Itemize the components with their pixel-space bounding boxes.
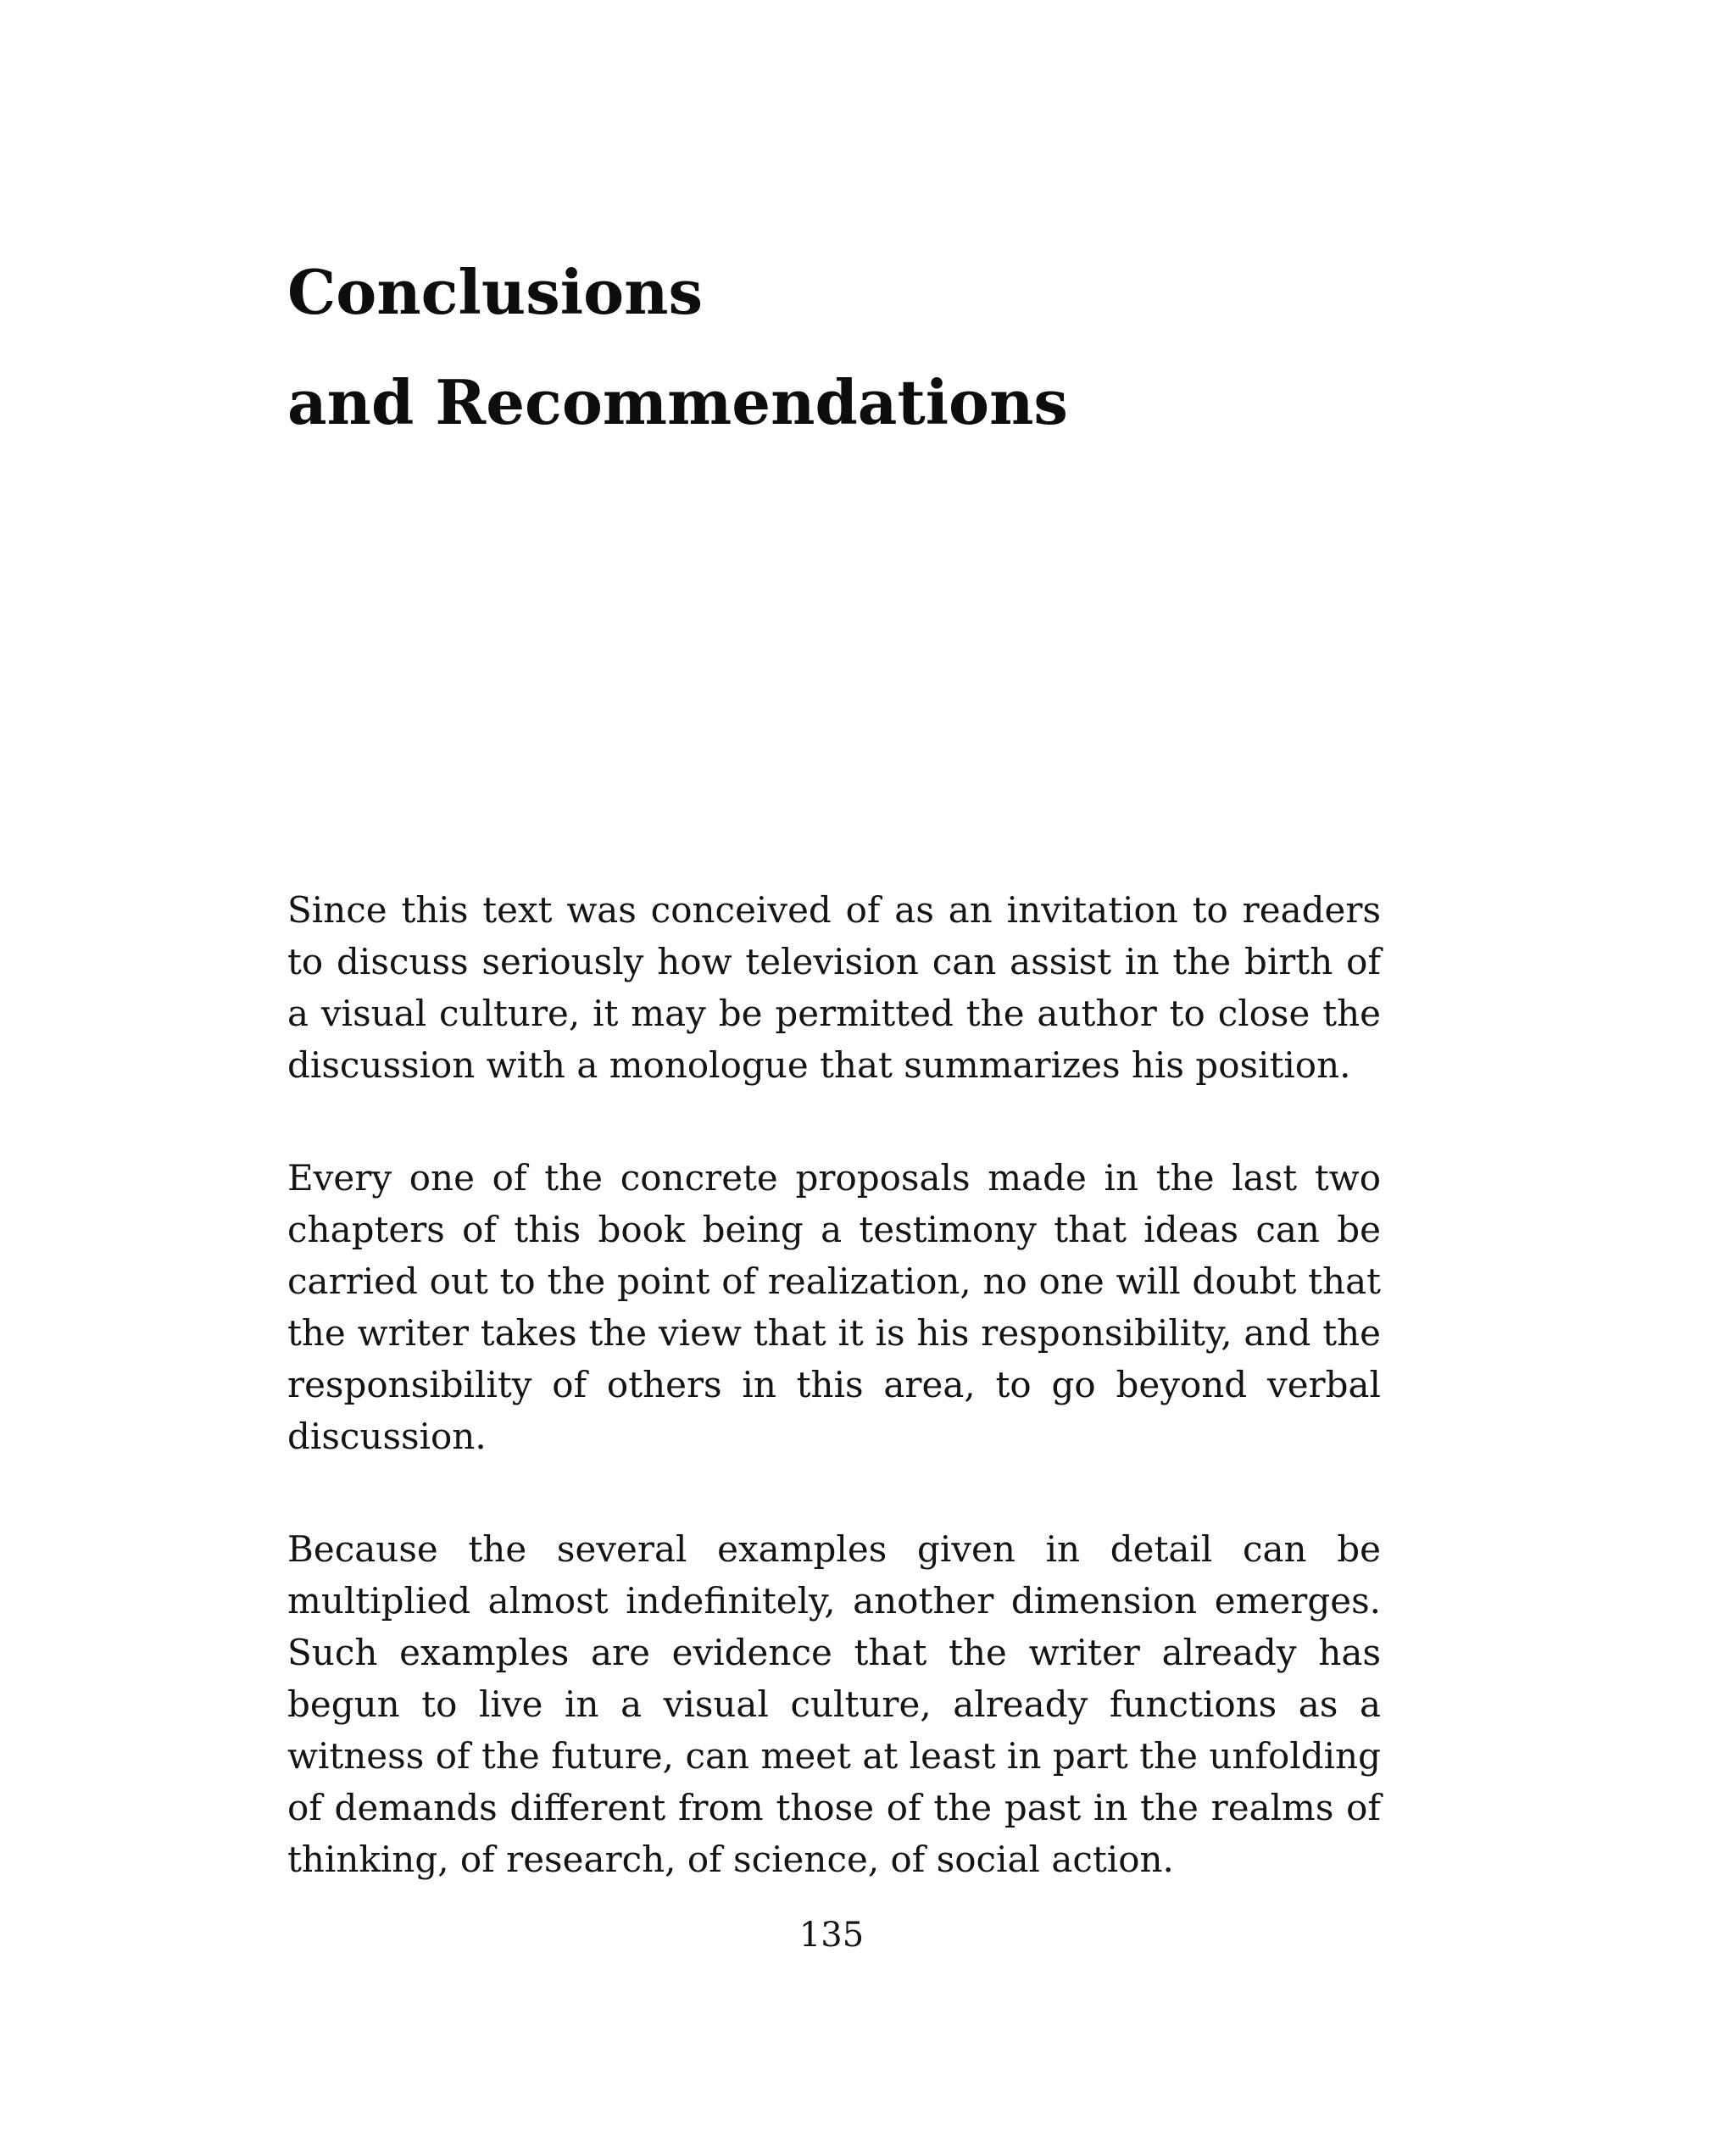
chapter-title-line-2: and Recommendations [287, 366, 1068, 438]
paragraph-2: Every one of the concrete proposals made in the last two chapters of this book being a testimony that ideas can be carried out to the point of realization, no one will doubt that the writer takes the view that it is his responsibility, and the responsibility of others in this area, to go beyond verbal discussion. [287, 1157, 1381, 1457]
paragraph-1: Since this text was conceived of as an invitation to readers to discuss seriously how television can assist in the birth of a visual culture, it may be permitted the author to close the discussion with a monologue that summarizes his position. [287, 889, 1381, 1086]
chapter-title-line-1: Conclusions [287, 256, 704, 328]
chapter-title [287, 237, 1068, 458]
paragraph-3: Because the several examples given in detail can be multiplied almost indefinitely, another dimension emerges. Such examples are evidence that the writer already has begun to live in a visual culture, already functions as a witness of the future, can meet at least in part the unfolding of demands different from those of the past in the realms of thinking, of research, of science, of social action. [287, 1528, 1381, 1880]
body-text [287, 884, 1381, 1946]
page-number: 135 [798, 1916, 865, 1955]
